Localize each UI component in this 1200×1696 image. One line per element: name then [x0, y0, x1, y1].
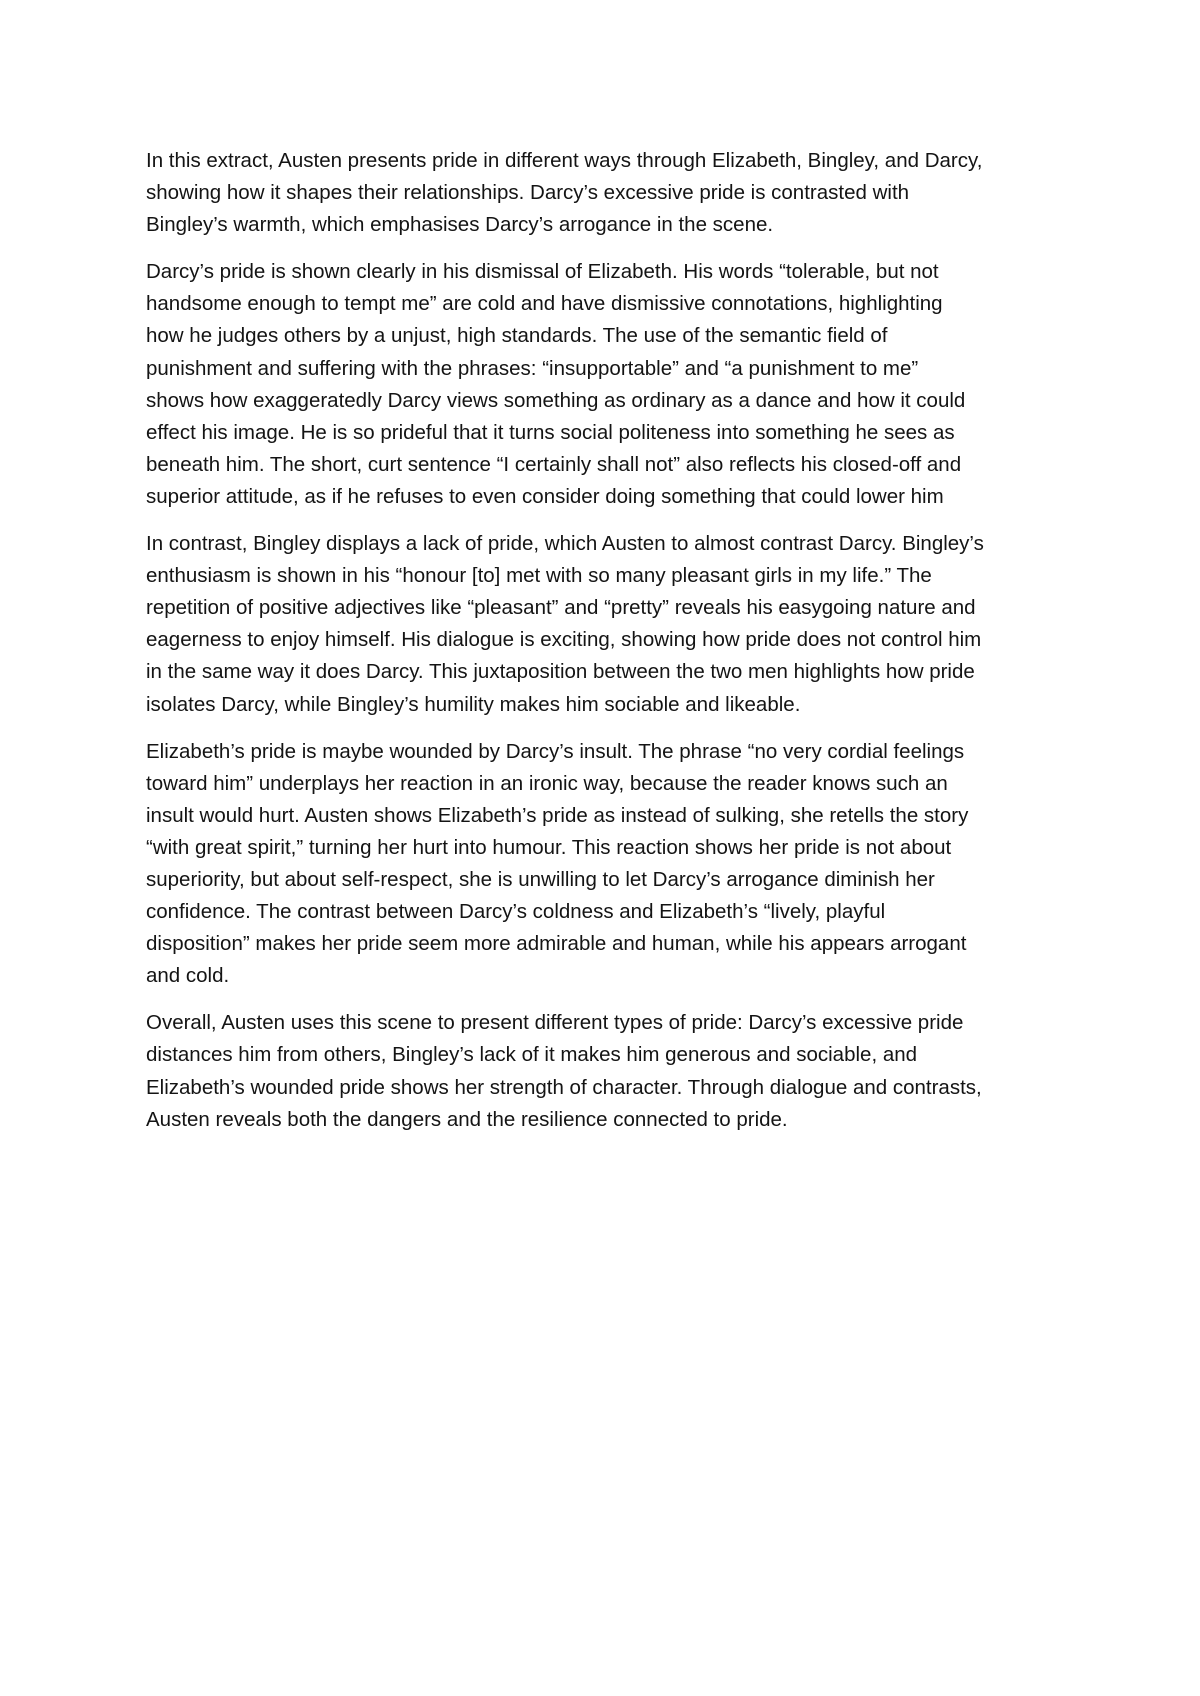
- essay-body: [146, 145, 1076, 1151]
- text-line: superior attitude, as if he refuses to even consider doing something that could lower him: [146, 484, 944, 508]
- paragraph-conclusion: [146, 1007, 1076, 1135]
- text-line: isolates Darcy, while Bingley’s humility makes him sociable and likeable.: [146, 692, 801, 716]
- text-line: Bingley’s warmth, which emphasises Darcy’s arrogance in the scene.: [146, 213, 774, 237]
- paragraph-introduction: [146, 145, 1076, 241]
- text-line: Austen reveals both the dangers and the resilience connected to pride.: [146, 1107, 788, 1131]
- text-line: enthusiasm is shown in his “honour [to] met with so many pleasant girls in my life.” The: [146, 564, 932, 588]
- text-line: Elizabeth’s pride is maybe wounded by Darcy’s insult. The phrase “no very cordial feelings: [146, 739, 965, 763]
- text-line: handsome enough to tempt me” are cold and have dismissive connotations, highlighting: [146, 292, 943, 316]
- text-line: Elizabeth’s wounded pride shows her strength of character. Through dialogue and contrasts,: [146, 1075, 982, 1099]
- text-line: Overall, Austen uses this scene to present different types of pride: Darcy’s excessive pride: [146, 1011, 964, 1035]
- text-line: repetition of positive adjectives like “pleasant” and “pretty” reveals his easygoing nature and: [146, 596, 976, 620]
- text-line: Darcy’s pride is shown clearly in his dismissal of Elizabeth. His words “tolerable, but not: [146, 260, 939, 284]
- text-line: confidence. The contrast between Darcy’s coldness and Elizabeth’s “lively, playful: [146, 900, 886, 924]
- text-line: toward him” underplays her reaction in an ironic way, because the reader knows such an: [146, 771, 948, 795]
- text-line: how he judges others by a unjust, high standards. The use of the semantic field of: [146, 324, 888, 348]
- text-line: superiority, but about self-respect, she is unwilling to let Darcy’s arrogance diminish her: [146, 867, 935, 891]
- text-line: In this extract, Austen presents pride in different ways through Elizabeth, Bingley, and Darcy,: [146, 149, 983, 172]
- text-line: and cold.: [146, 964, 230, 988]
- text-line: disposition” makes her pride seem more admirable and human, while his appears arrogant: [146, 932, 967, 956]
- paragraph-elizabeth: [146, 736, 1076, 993]
- text-line: in the same way it does Darcy. This juxtaposition between the two men highlights how pride: [146, 660, 975, 684]
- text-line: punishment and suffering with the phrases: “insupportable” and “a punishment to me”: [146, 356, 919, 380]
- text-line: beneath him. The short, curt sentence “I certainly shall not” also reflects his closed-off and: [146, 452, 962, 476]
- text-line: insult would hurt. Austen shows Elizabeth’s pride as instead of sulking, she retells the story: [146, 803, 969, 827]
- paragraph-darcy: [146, 256, 1076, 513]
- paragraph-bingley: [146, 528, 1076, 721]
- text-line: effect his image. He is so prideful that it turns social politeness into something he sees as: [146, 420, 955, 444]
- text-line: distances him from others, Bingley’s lack of it makes him generous and sociable, and: [146, 1043, 918, 1067]
- text-line: eagerness to enjoy himself. His dialogue is exciting, showing how pride does not control him: [146, 628, 982, 652]
- text-line: showing how it shapes their relationships. Darcy’s excessive pride is contrasted with: [146, 181, 910, 205]
- text-line: shows how exaggeratedly Darcy views something as ordinary as a dance and how it could: [146, 388, 966, 412]
- text-line: “with great spirit,” turning her hurt into humour. This reaction shows her pride is not about: [146, 835, 952, 859]
- text-line: In contrast, Bingley displays a lack of pride, which Austen to almost contrast Darcy. Bingley’s: [146, 532, 984, 556]
